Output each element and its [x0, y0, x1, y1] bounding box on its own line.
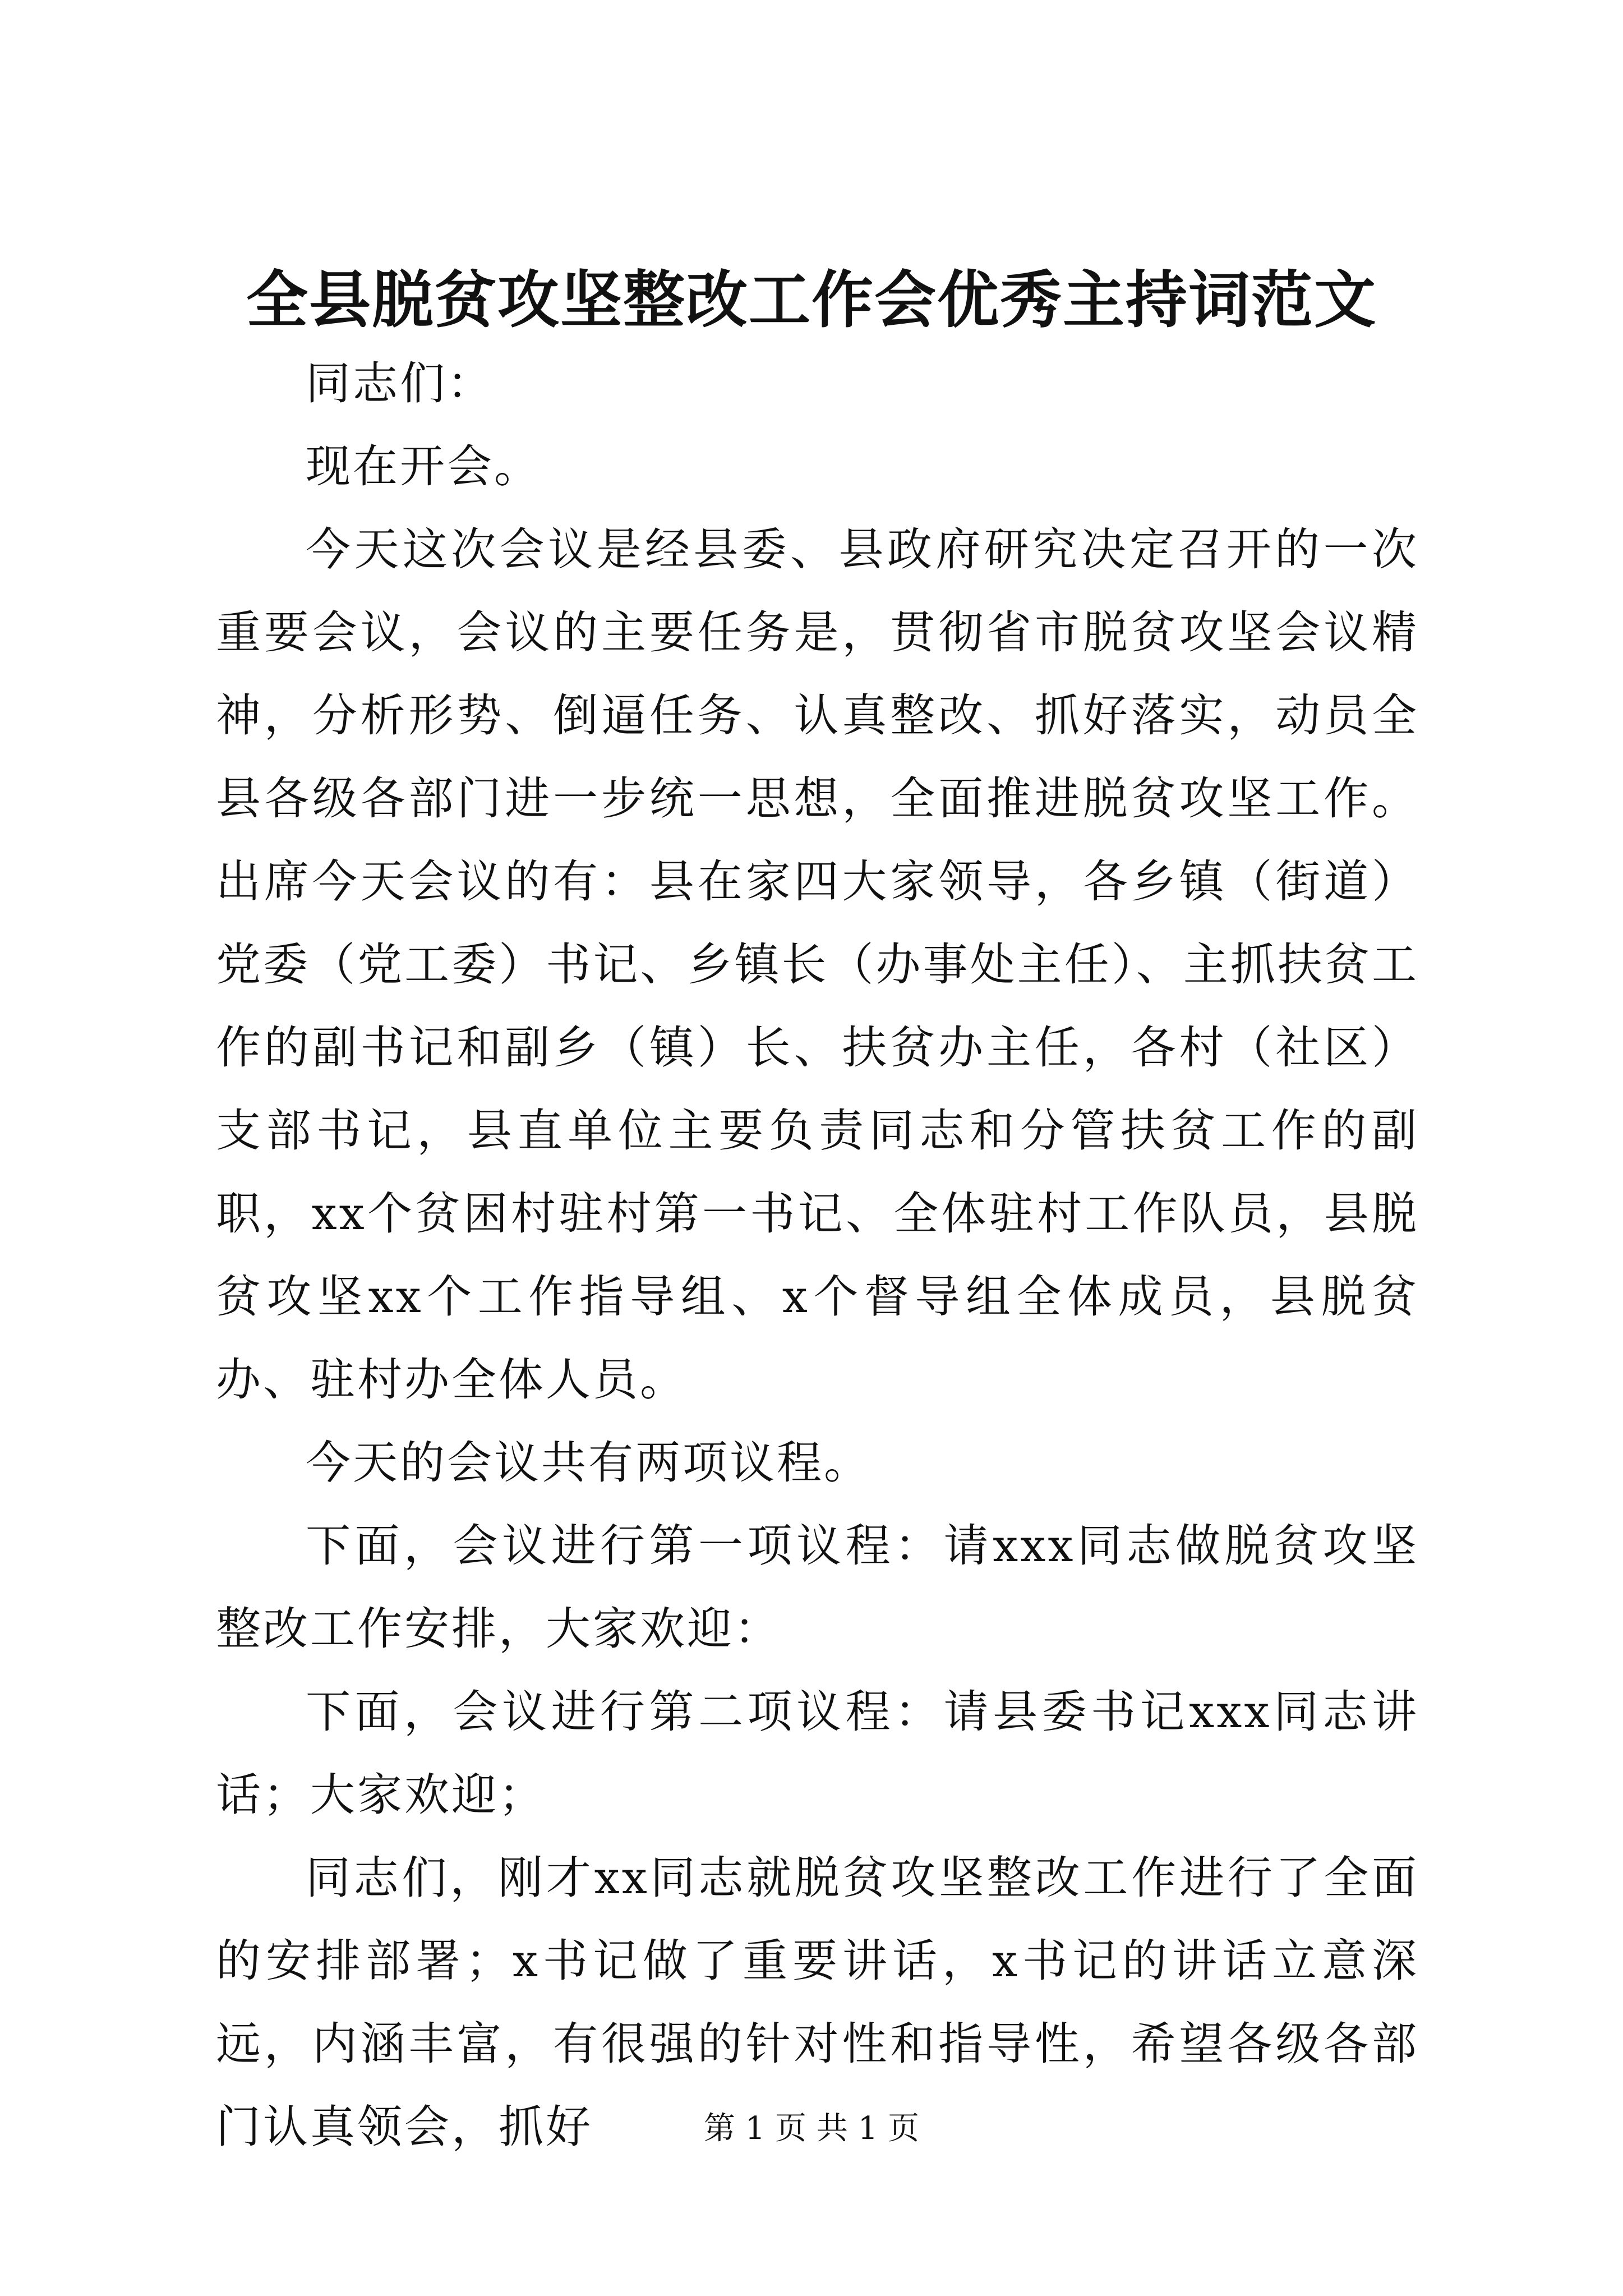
paragraph-summary: 同志们，刚才xx同志就脱贫攻坚整改工作进行了全面的安排部署；x书记做了重要讲话，x书记的讲话立意深远，内涵丰富，有很强的针对性和指导性，希望各级各部门认真领会，抓好	[216, 1852, 1419, 2153]
document-title: 全县脱贫攻坚整改工作会优秀主持词范文	[246, 264, 1377, 336]
paragraph-agenda-item-1: 下面，会议进行第一项议程：请xxx同志做脱贫攻坚整改工作安排，大家欢迎：	[216, 1520, 1419, 1655]
paragraph-agenda-item-2: 下面，会议进行第二项议程：请县委书记xxx同志讲话；大家欢迎；	[216, 1686, 1419, 1821]
paragraph-opening: 现在开会。	[306, 440, 541, 493]
paragraph-greeting: 同志们：	[306, 357, 494, 409]
paragraph-agenda-count: 今天的会议共有两项议程。	[306, 1437, 871, 1489]
document-body	[216, 342, 1419, 2169]
paragraph-meeting-purpose: 今天这次会议是经县委、县政府研究决定召开的一次重要会议，会议的主要任务是，贯彻省市脱贫攻坚会议精神，分析形势、倒逼任务、认真整改、抓好落实，动员全县各级各部门进一步统一思想，全面推进脱贫攻坚工作。出席今天会议的有：县在家四大家领导，各乡镇（街道）党委（党工委）书记、乡镇长（办事处主任）、主抓扶贫工作的副书记和副乡（镇）长、扶贫办主任，各村（社区）支部书记，县直单位主要负责同志和分管扶贫工作的副职，xx个贫困村驻村第一书记、全体驻村工作队员，县脱贫攻坚xx个工作指导组、x个督导组全体成员，县脱贫办、驻村办全体人员。	[216, 523, 1419, 1406]
page-number-footer: 第 1 页 共 1 页	[703, 2110, 920, 2147]
